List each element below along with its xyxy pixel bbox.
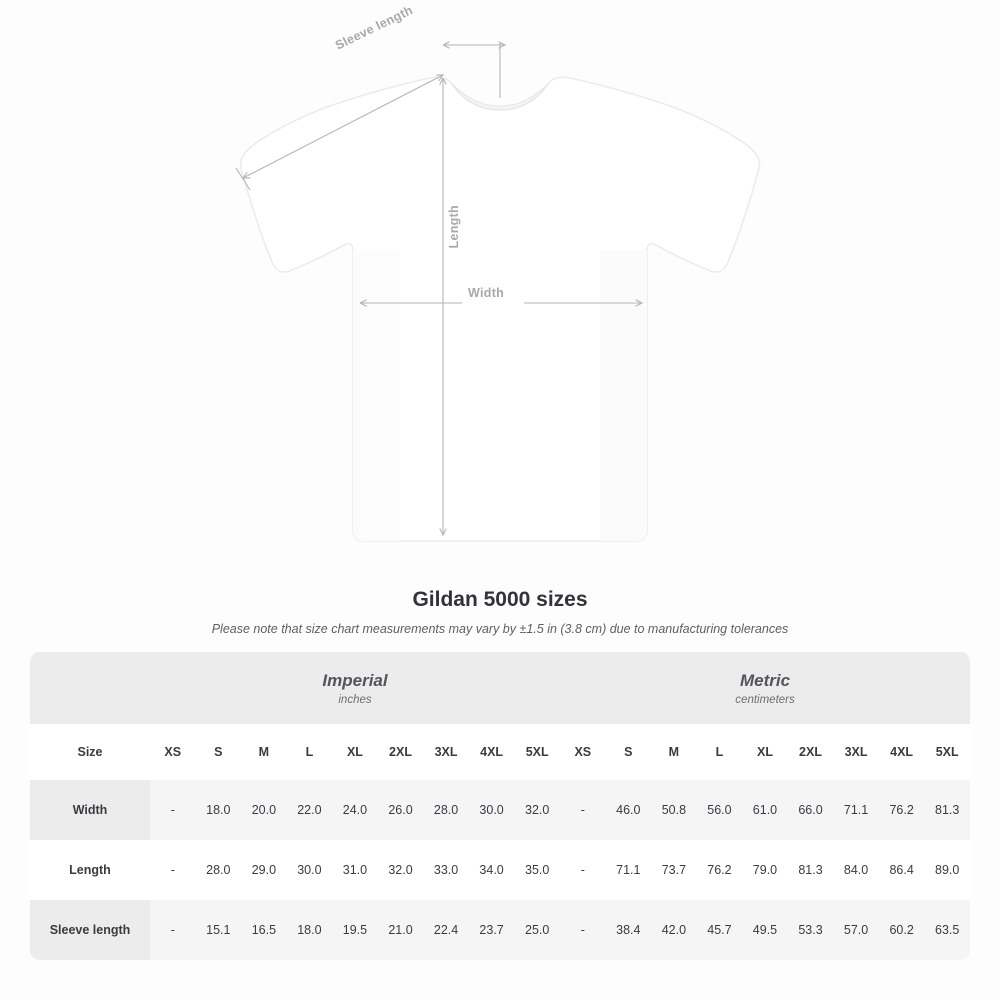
size-cell-imp-2: M	[241, 724, 287, 780]
cell-sleeve-met-4: 49.5	[742, 900, 788, 960]
page-title: Gildan 5000 sizes	[412, 588, 588, 611]
cell-width-imp-2: 20.0	[241, 780, 287, 840]
size-cell-imp-6: 3XL	[423, 724, 469, 780]
cell-sleeve-met-1: 38.4	[606, 900, 652, 960]
unit-header-row	[30, 652, 970, 724]
cell-width-imp-5: 26.0	[378, 780, 424, 840]
cell-length-met-2: 73.7	[651, 840, 697, 900]
cell-width-met-8: 81.3	[924, 780, 970, 840]
size-table-wrap	[30, 652, 970, 960]
cell-length-met-3: 76.2	[697, 840, 743, 900]
cell-width-met-6: 71.1	[833, 780, 879, 840]
row-label-width: Width	[30, 780, 150, 840]
cell-sleeve-imp-8: 25.0	[514, 900, 560, 960]
unit-sub-metric: centimeters	[735, 693, 795, 706]
size-header-row	[30, 724, 970, 780]
size-cell-met-1: S	[606, 724, 652, 780]
size-cell-imp-5: 2XL	[378, 724, 424, 780]
cell-sleeve-met-2: 42.0	[651, 900, 697, 960]
cell-length-met-8: 89.0	[924, 840, 970, 900]
cell-sleeve-met-8: 63.5	[924, 900, 970, 960]
size-cell-met-3: L	[697, 724, 743, 780]
size-cell-imp-7: 4XL	[469, 724, 515, 780]
cell-length-imp-8: 35.0	[514, 840, 560, 900]
table-row	[30, 780, 970, 840]
unit-header-imperial	[150, 652, 560, 724]
cell-sleeve-imp-5: 21.0	[378, 900, 424, 960]
cell-width-imp-4: 24.0	[332, 780, 378, 840]
cell-width-met-4: 61.0	[742, 780, 788, 840]
size-table	[30, 652, 970, 960]
cell-width-met-1: 46.0	[606, 780, 652, 840]
cell-sleeve-met-3: 45.7	[697, 900, 743, 960]
cell-width-imp-1: 18.0	[196, 780, 242, 840]
cell-width-met-7: 76.2	[879, 780, 925, 840]
cell-sleeve-met-0: -	[560, 900, 606, 960]
cell-sleeve-imp-0: -	[150, 900, 196, 960]
cell-sleeve-imp-1: 15.1	[196, 900, 242, 960]
size-cell-met-6: 3XL	[833, 724, 879, 780]
size-cell-imp-8: 5XL	[514, 724, 560, 780]
cell-length-imp-6: 33.0	[423, 840, 469, 900]
size-cell-imp-4: XL	[332, 724, 378, 780]
tolerance-note: Please note that size chart measurements may vary by ±1.5 in (3.8 cm) due to manufacturing tolerances	[211, 622, 789, 636]
cell-length-met-1: 71.1	[606, 840, 652, 900]
cell-length-imp-3: 30.0	[287, 840, 333, 900]
size-cell-met-0: XS	[560, 724, 606, 780]
cell-width-imp-7: 30.0	[469, 780, 515, 840]
sleeve-length-label: Sleeve length	[333, 2, 416, 53]
unit-header-spacer	[30, 652, 150, 724]
cell-width-met-3: 56.0	[697, 780, 743, 840]
size-cell-imp-1: S	[196, 724, 242, 780]
size-cell-imp-3: L	[287, 724, 333, 780]
unit-name-imperial: Imperial	[322, 671, 388, 691]
cell-width-met-2: 50.8	[651, 780, 697, 840]
cell-length-met-0: -	[560, 840, 606, 900]
cell-length-imp-2: 29.0	[241, 840, 287, 900]
cell-sleeve-met-7: 60.2	[879, 900, 925, 960]
cell-sleeve-imp-2: 16.5	[241, 900, 287, 960]
width-label: Width	[468, 286, 505, 300]
cell-length-met-6: 84.0	[833, 840, 879, 900]
cell-length-imp-0: -	[150, 840, 196, 900]
tshirt-shape	[240, 77, 759, 541]
unit-name-metric: Metric	[739, 671, 791, 691]
cell-length-met-7: 86.4	[879, 840, 925, 900]
cell-length-imp-5: 32.0	[378, 840, 424, 900]
cell-length-imp-7: 34.0	[469, 840, 515, 900]
unit-sub-imperial: inches	[338, 693, 372, 706]
cell-sleeve-met-6: 57.0	[833, 900, 879, 960]
length-label: Length	[447, 205, 461, 249]
size-cell-imp-0: XS	[150, 724, 196, 780]
cell-sleeve-imp-4: 19.5	[332, 900, 378, 960]
cell-length-imp-4: 31.0	[332, 840, 378, 900]
cell-width-imp-6: 28.0	[423, 780, 469, 840]
row-label-length: Length	[30, 840, 150, 900]
size-cell-met-4: XL	[742, 724, 788, 780]
cell-sleeve-imp-7: 23.7	[469, 900, 515, 960]
size-cell-met-8: 5XL	[924, 724, 970, 780]
cell-width-imp-8: 32.0	[514, 780, 560, 840]
table-row	[30, 840, 970, 900]
size-cell-met-5: 2XL	[788, 724, 834, 780]
size-header-label: Size	[30, 724, 150, 780]
cell-sleeve-imp-3: 18.0	[287, 900, 333, 960]
table-row	[30, 900, 970, 960]
cell-length-met-5: 81.3	[788, 840, 834, 900]
cell-sleeve-imp-6: 22.4	[423, 900, 469, 960]
size-cell-met-2: M	[651, 724, 697, 780]
title-block	[0, 588, 1000, 636]
cell-sleeve-met-5: 53.3	[788, 900, 834, 960]
cell-width-imp-3: 22.0	[287, 780, 333, 840]
cell-width-imp-0: -	[150, 780, 196, 840]
row-label-sleeve-length: Sleeve length	[30, 900, 150, 960]
cell-length-imp-1: 28.0	[196, 840, 242, 900]
cell-length-met-4: 79.0	[742, 840, 788, 900]
cell-width-met-5: 66.0	[788, 780, 834, 840]
size-cell-met-7: 4XL	[879, 724, 925, 780]
unit-header-metric	[560, 652, 970, 724]
cell-width-met-0: -	[560, 780, 606, 840]
